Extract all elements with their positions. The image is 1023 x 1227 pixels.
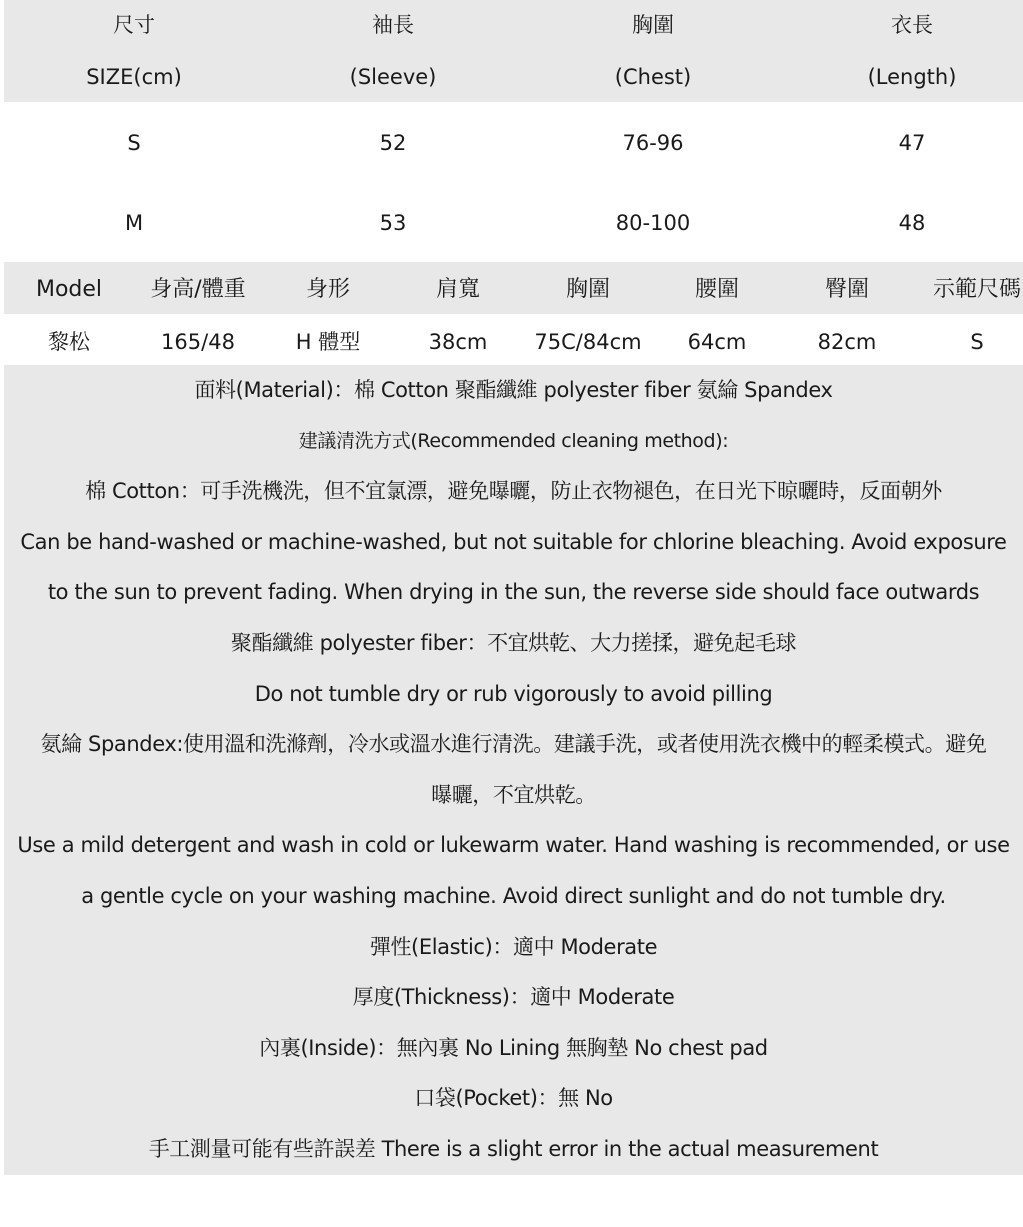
model-row xyxy=(4,314,1023,366)
model-shoulder: 38cm xyxy=(428,330,488,354)
size-row-m xyxy=(4,182,1023,262)
header-sleeve-cn: 袖長 xyxy=(372,13,414,37)
cotton-care-cn: 棉 Cotton：可手洗機洗，但不宜氯漂，避免曝曬，防止衣物褪色，在日光下晾曬時，反面朝外 xyxy=(85,479,942,504)
fabric-care-details xyxy=(4,365,1023,1175)
product-spec-sheet xyxy=(4,0,1023,1161)
model-hip: 82cm xyxy=(817,330,877,354)
model-name: 黎松 xyxy=(48,330,90,354)
elastic-line: 彈性(Elastic)：適中 Moderate xyxy=(369,934,658,959)
measurement-note: 手工測量可能有些許誤差 There is a slight error in the actual measurement xyxy=(148,1136,879,1161)
size-cell: S xyxy=(127,131,141,155)
spandex-care-en-1: Use a mild detergent and wash in cold or lukewarm water. Hand washing is recommended, or use xyxy=(17,833,1010,858)
length-cell: 48 xyxy=(898,211,926,235)
model-height-weight: 165/48 xyxy=(161,330,235,354)
header-length-en: (Length) xyxy=(867,65,957,89)
inside-line: 內裏(Inside)：無內裏 No Lining 無胸墊 No chest pad xyxy=(259,1035,768,1060)
header-size-en: SIZE(cm) xyxy=(86,65,182,89)
cotton-care-en-1: Can be hand-washed or machine-washed, but not suitable for chlorine bleaching. Avoid exposure xyxy=(20,529,1007,554)
sleeve-cell: 52 xyxy=(379,131,407,155)
header-model-size: 示範尺碼 xyxy=(932,277,1022,302)
sleeve-cell: 53 xyxy=(379,211,407,235)
chest-cell: 80-100 xyxy=(615,211,691,235)
polyester-care-en: Do not tumble dry or rub vigorously to avoid pilling xyxy=(254,681,773,706)
header-height-weight: 身高/體重 xyxy=(150,277,246,302)
model-table-header xyxy=(4,262,1023,314)
pocket-line: 口袋(Pocket)：無 No xyxy=(414,1086,613,1111)
header-waist: 腰圍 xyxy=(694,277,740,302)
header-size-cn: 尺寸 xyxy=(113,13,155,37)
spandex-care-en-2: a gentle cycle on your washing machine. Avoid direct sunlight and do not tumble dry. xyxy=(81,883,946,908)
header-length-cn: 衣長 xyxy=(891,13,933,37)
model-body-shape: H 體型 xyxy=(295,330,361,354)
header-shoulder: 肩寬 xyxy=(435,277,481,302)
header-body-shape: 身形 xyxy=(305,277,351,302)
spandex-care-cn-2: 曝曬，不宜烘乾。 xyxy=(431,782,596,807)
header-bust: 胸圍 xyxy=(565,277,611,302)
spandex-care-cn-1: 氨綸 Spandex:使用溫和洗滌劑，冷水或溫水進行清洗。建議手洗，或者使用洗衣機中的輕柔模式。避免 xyxy=(40,732,987,757)
size-table-header xyxy=(4,0,1023,102)
header-model: Model xyxy=(35,277,103,302)
model-waist: 64cm xyxy=(687,330,747,354)
size-row-s xyxy=(4,102,1023,182)
material-line: 面料(Material)：棉 Cotton 聚酯纖維 polyester fiber 氨綸 Spandex xyxy=(194,378,833,402)
header-hip: 臀圍 xyxy=(824,277,870,302)
length-cell: 47 xyxy=(898,131,926,155)
model-size: S xyxy=(970,330,984,354)
header-sleeve-en: (Sleeve) xyxy=(349,65,437,89)
chest-cell: 76-96 xyxy=(622,131,684,155)
model-bust: 75C/84cm xyxy=(534,330,642,354)
header-chest-cn: 胸圍 xyxy=(632,13,674,37)
header-chest-en: (Chest) xyxy=(614,65,692,89)
thickness-line: 厚度(Thickness)：適中 Moderate xyxy=(352,985,675,1010)
cotton-care-en-2: to the sun to prevent fading. When drying in the sun, the reverse side should face outwards xyxy=(47,580,980,605)
size-cell: M xyxy=(124,211,144,235)
polyester-care-cn: 聚酯纖維 polyester fiber：不宜烘乾、大力搓揉，避免起毛球 xyxy=(230,630,797,655)
cleaning-method-heading: 建議清洗方式(Recommended cleaning method): xyxy=(298,429,729,452)
